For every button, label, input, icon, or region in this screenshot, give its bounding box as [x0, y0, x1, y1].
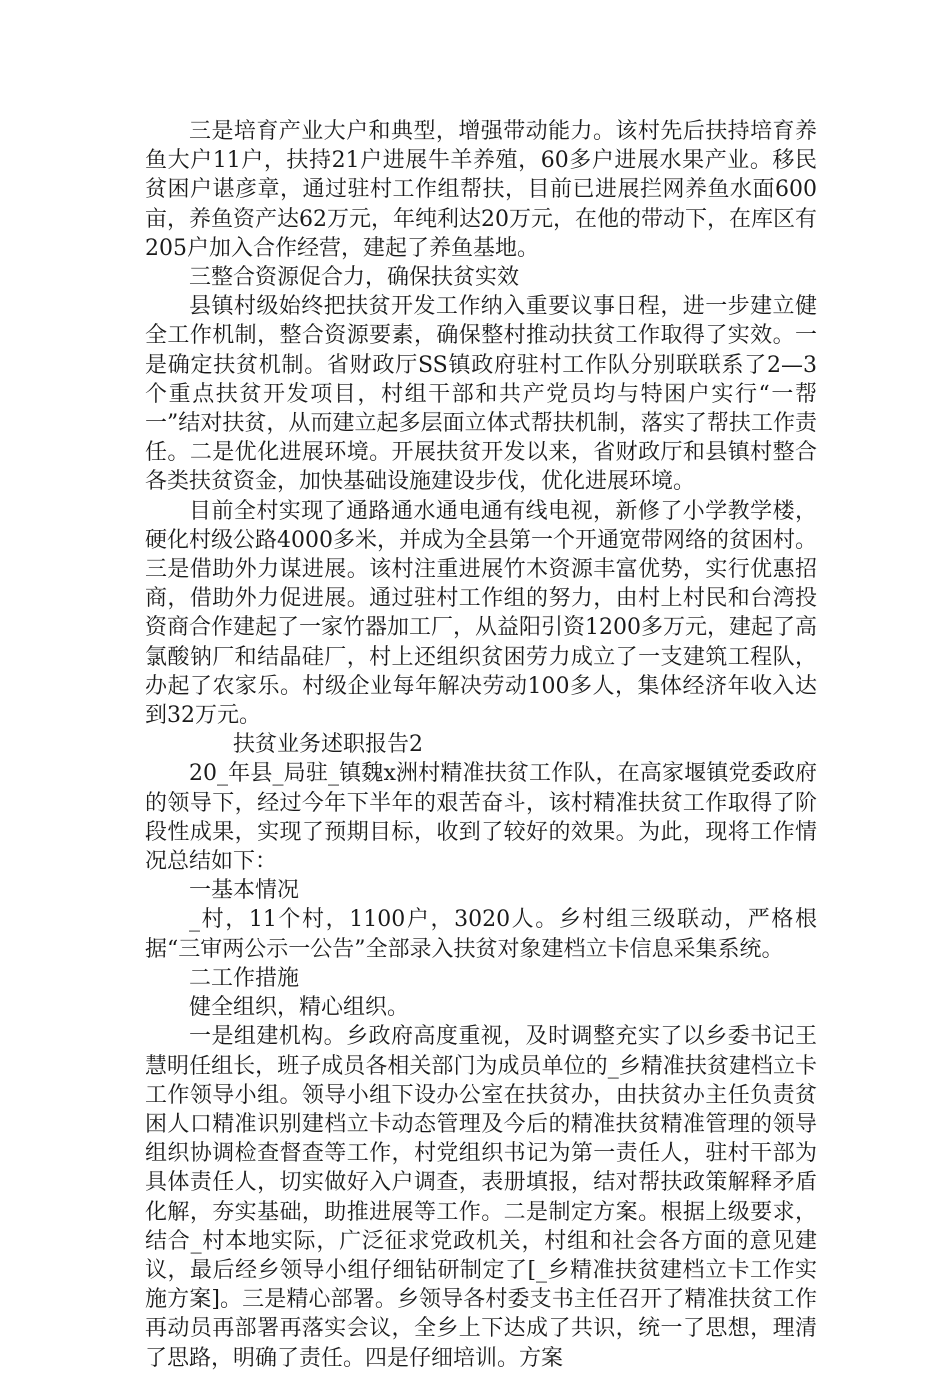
section-heading-work-measures: 二工作措施: [189, 965, 300, 991]
paragraph-infrastructure: 目前全村实现了通路通水通电通有线电视，新修了小学教学楼，硬化村级公路4000多米，并成为全县第一个开通宽带网络的贫困村。三是借助外力谋进展。该村注重进展竹木资源丰富优势，实行优惠招商，借助外力促进展。通过驻村工作组的努力，由村上村民和台湾投资商合作建起了一家竹器加工厂，从益阳引资1200多万元，建起了高氯酸钠厂和结晶硅厂，村上还组织贫困劳力成立了一支建筑工程队，办起了农家乐。村级企业每年解决劳动100多人，集体经济年收入达到32万元。: [145, 498, 817, 729]
subheading-organization: 健全组织，精心组织。: [189, 995, 410, 1021]
paragraph-work-mechanism: 县镇村级始终把扶贫开发工作纳入重要议事日程，进一步建立健全工作机制，整合资源要素，确保整村推动扶贫工作取得了实效。一是确定扶贫机制。省财政厅SS镇政府驻村工作队分别联联系了2—3个重点扶贫开发项目，村组干部和共产党员均与特困户实行“一帮一”结对扶贫，从而建立起多层面立体式帮扶机制，落实了帮扶工作责任。二是优化进展环境。开展扶贫开发以来，省财政厅和县镇村整合各类扶贫资金，加快基础设施建设步伐，优化进展环境。: [145, 294, 817, 495]
document-body: [145, 117, 817, 1373]
section-heading-basic-info: 一基本情况: [189, 878, 300, 904]
report-title: 扶贫业务述职报告2: [233, 732, 423, 758]
paragraph-basic-info: _村，11个村，1100户，3020人。乡村组三级联动，严格根据“三审两公示一公告”全部录入扶贫对象建档立卡信息采集系统。: [145, 907, 817, 962]
section-heading-integrate-resources: 三整合资源促合力，确保扶贫实效: [189, 265, 520, 291]
paragraph-cultivate-large-households: 三是培育产业大户和典型，增强带动能力。该村先后扶持培育养鱼大户11户，扶持21户进展牛羊养殖，60多户进展水果产业。移民贫困户谌彦章，通过驻村工作组帮扶，目前已进展拦网养鱼水面600亩，养鱼资产达62万元，年纯利达20万元，在他的带动下，在库区有205户加入合作经营，建起了养鱼基地。: [145, 119, 817, 261]
paragraph-organization-details: 一是组建机构。乡政府高度重视，及时调整充实了以乡委书记王慧明任组长，班子成员各相关部门为成员单位的_乡精准扶贫建档立卡工作领导小组。领导小组下设办公室在扶贫办，由扶贫办主任负责贫困人口精准识别建档立卡动态管理及今后的精准扶贫精准管理的领导组织协调检查督查等工作，村党组织书记为第一责任人，驻村干部为具体责任人，切实做好入户调查，表册填报，结对帮扶政策解释矛盾化解，夯实基础，助推进展等工作。二是制定方案。根据上级要求，结合_村本地实际，广泛征求党政机关，村组和社会各方面的意见建议，最后经乡领导小组仔细钻研制定了[_乡精准扶贫建档立卡工作实施方案]。三是精心部署。乡领导各村委支书主任召开了精准扶贫工作再动员再部署再落实会议，全乡上下达成了共识，统一了思想，理清了思路，明确了责任。四是仔细培训。方案: [145, 1024, 817, 1371]
paragraph-report-intro: 20_年县_局驻_镇魏x洲村精准扶贫工作队，在高家堰镇党委政府的领导下，经过今年下半年的艰苦奋斗，该村精准扶贫工作取得了阶段性成果，实现了预期目标，收到了较好的效果。为此，现将工作情况总结如下：: [145, 761, 817, 875]
